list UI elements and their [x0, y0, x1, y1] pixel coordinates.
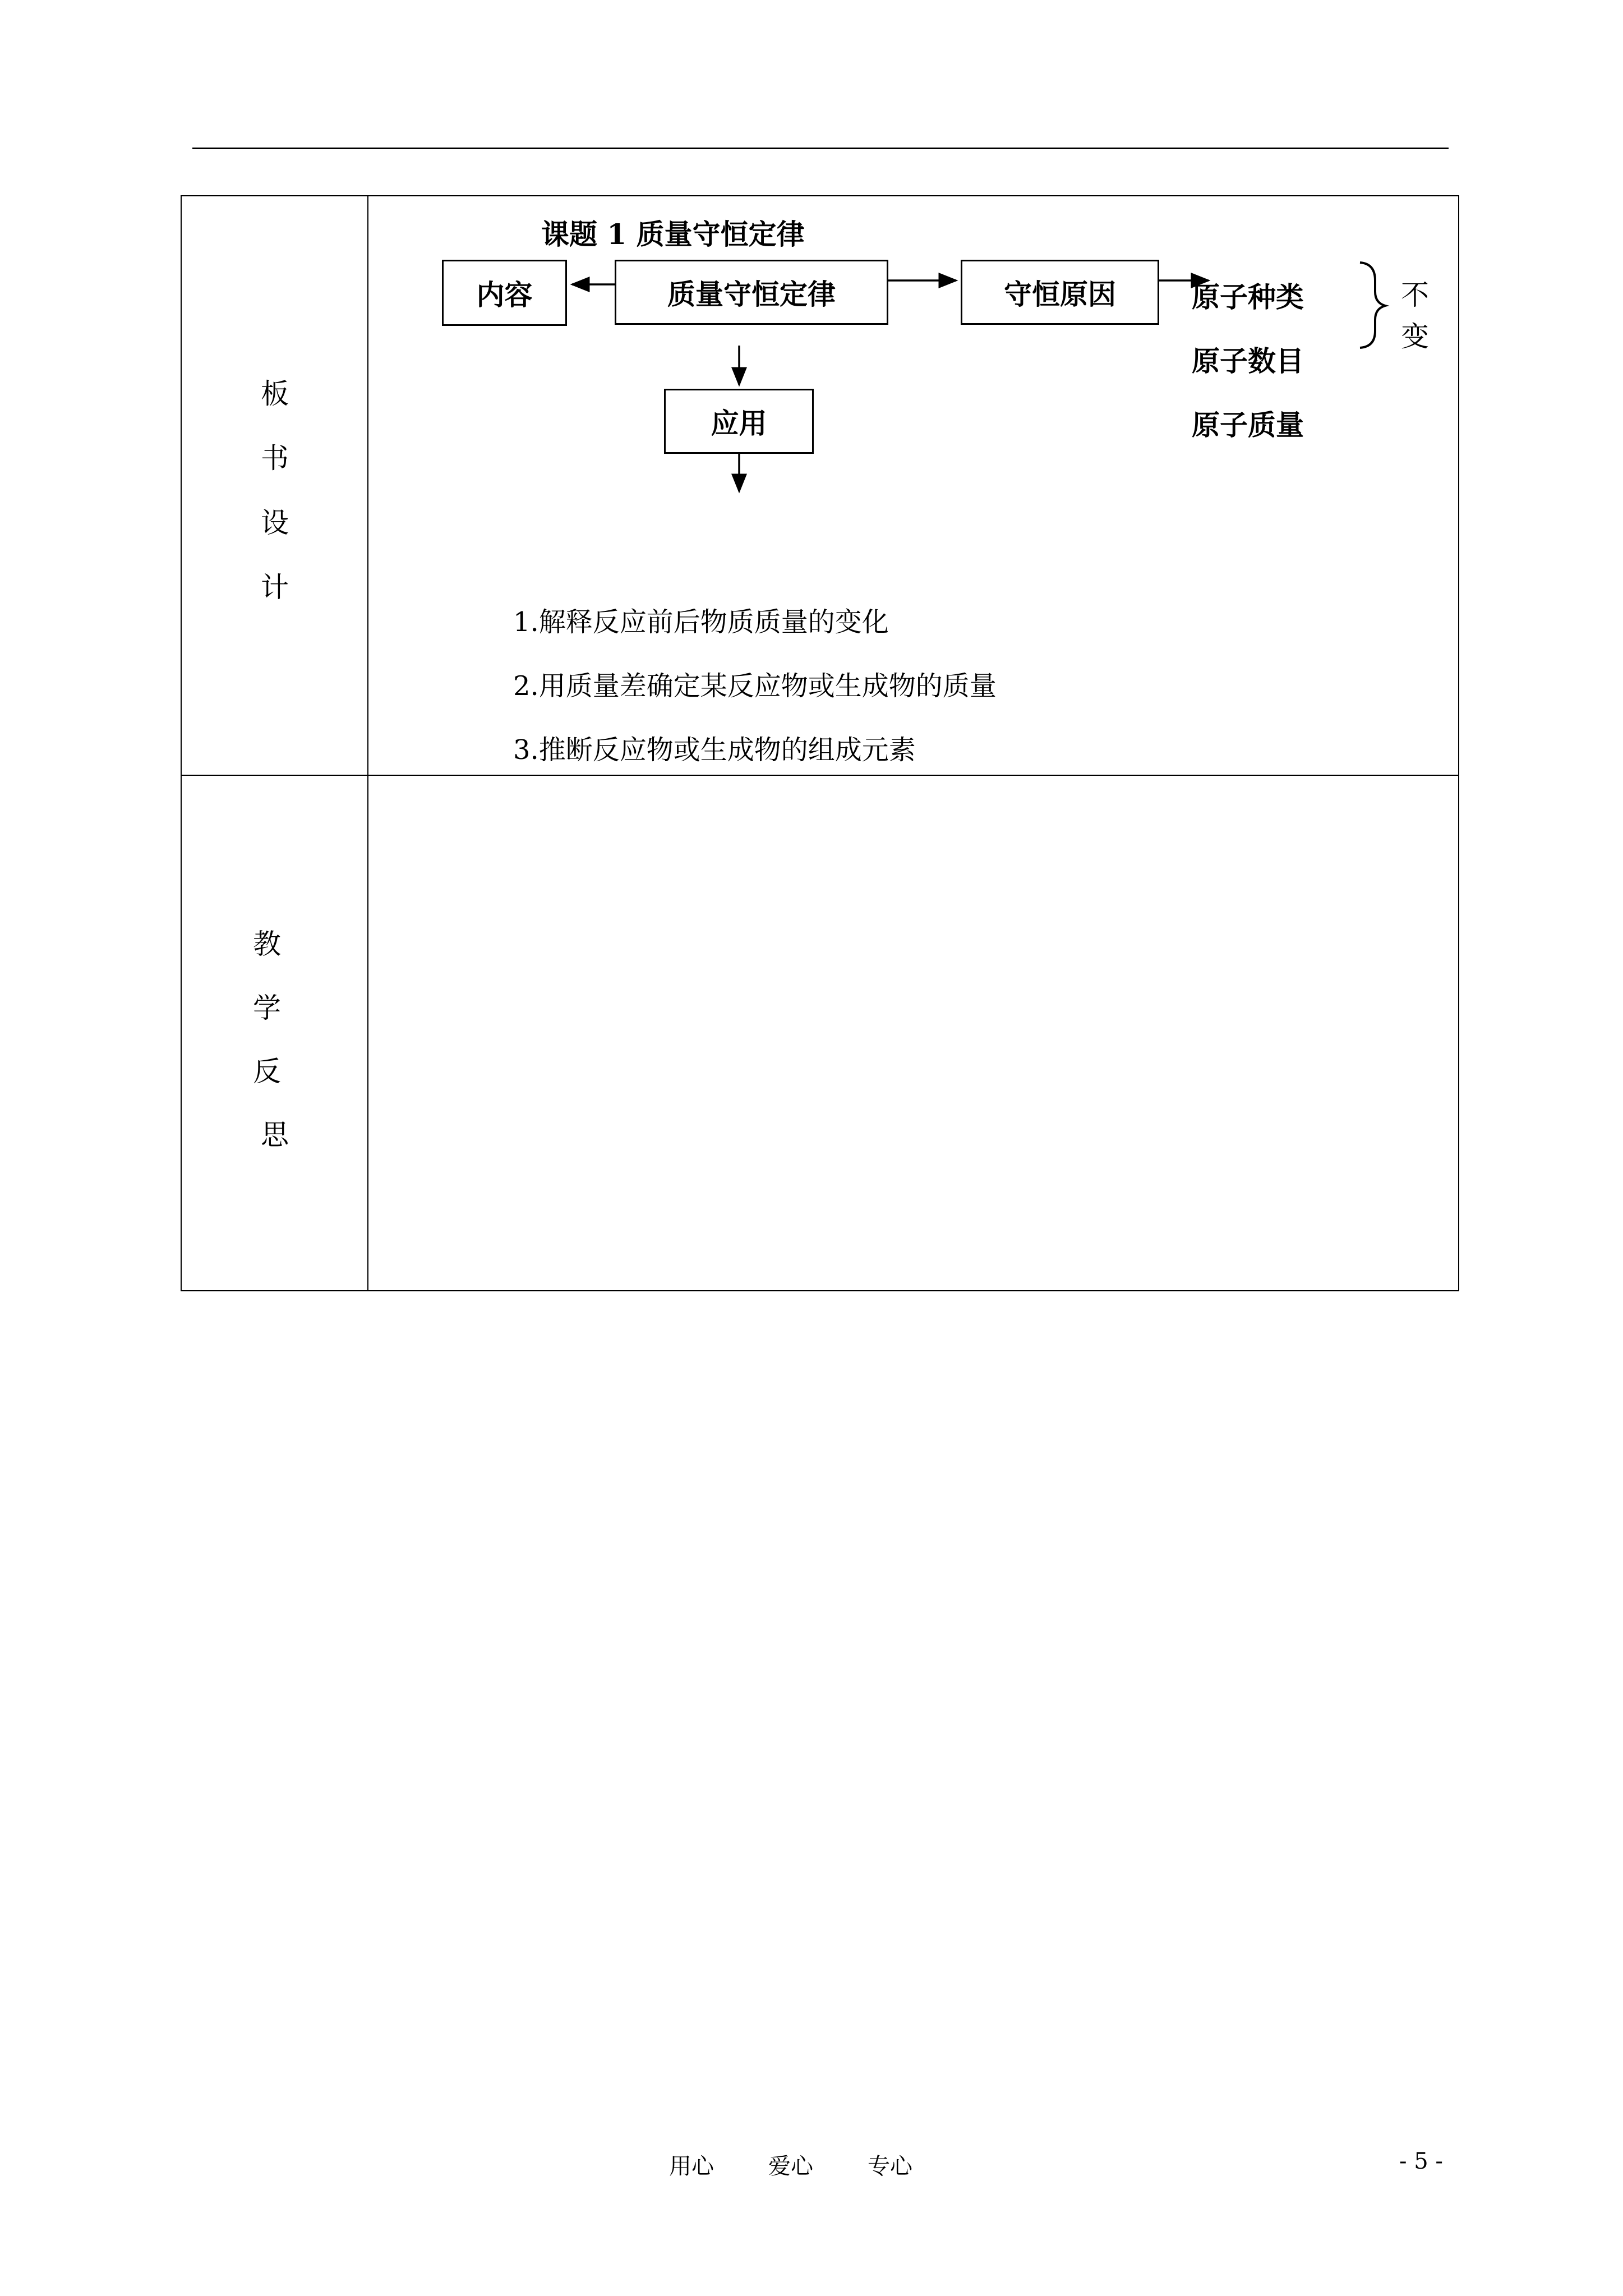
footer-motto-word: 用心: [669, 2154, 714, 2179]
application-box: 应用: [664, 389, 814, 454]
application-item: 2.用质量差确定某反应物或生成物的质量: [513, 670, 997, 702]
conserved-item: 原子质量: [1192, 408, 1304, 441]
conserved-item: 原子数目: [1192, 344, 1304, 378]
row-label-char: 板: [261, 378, 289, 410]
footer-motto-word: 爱心: [768, 2154, 813, 2179]
board-title: 课题 1 质量守恒定律: [541, 218, 805, 251]
footer-motto-word: 专心: [868, 2154, 912, 2179]
row-label-char: 计: [261, 571, 289, 604]
row-label-char: 思: [261, 1119, 289, 1151]
right-brace: [1360, 263, 1385, 348]
brace-text: 变: [1401, 320, 1429, 353]
row-label-char: 学: [253, 992, 281, 1024]
application-item: 3.推断反应物或生成物的组成元素: [513, 734, 916, 766]
law-box: 质量守恒定律: [615, 260, 888, 325]
row-label-char: 反: [253, 1055, 281, 1088]
conserved-item: 原子种类: [1192, 280, 1304, 314]
row-label-char: 设: [261, 507, 289, 539]
row-label-char: 书: [261, 442, 289, 475]
reason-box: 守恒原因: [961, 260, 1159, 325]
row-label-char: 教: [253, 928, 281, 960]
content-box: 内容: [442, 260, 567, 326]
page-number: - 5 -: [1399, 2148, 1443, 2174]
application-item: 1.解释反应前后物质质量的变化: [513, 606, 889, 638]
brace-text: 不: [1401, 279, 1429, 311]
